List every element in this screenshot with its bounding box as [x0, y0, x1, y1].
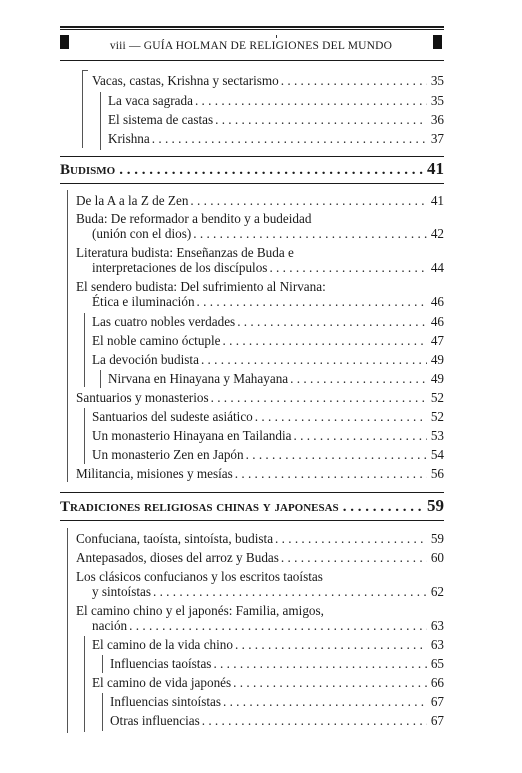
toc-entry-title-cont: interpretaciones de los discípulos: [92, 260, 268, 275]
toc-entry: [92, 408, 444, 426]
toc-entry: [110, 712, 444, 730]
toc-entry-title: De la A a la Z de Zen: [76, 193, 189, 208]
toc-entry-title: Los clásicos confucianos y los escritos taoístas: [76, 569, 323, 584]
section-rule: [60, 492, 444, 493]
dot-leader: [235, 636, 427, 654]
toc-entry-page: 53: [430, 428, 444, 443]
header-top-rule-thin: [60, 29, 444, 30]
dot-leader: [211, 389, 427, 407]
dot-leader: [233, 674, 427, 692]
toc-entry-title: Influencias taoístas: [110, 656, 212, 671]
toc-entry-title-cont: nación: [92, 618, 128, 633]
toc-entry-page: 44: [430, 260, 444, 275]
toc-entry-page: 46: [430, 314, 444, 329]
toc-entry: [110, 655, 444, 673]
dot-leader: [197, 293, 427, 311]
toc-entry-title: El noble camino óctuple: [92, 333, 221, 348]
toc-entry-page: 62: [430, 584, 444, 599]
toc-entry-title: El camino chino y el japonés: Familia, amigos,: [76, 603, 324, 618]
toc-entry-page: 54: [430, 447, 444, 462]
bracket-line: [102, 655, 103, 673]
dot-leader: [343, 496, 423, 518]
toc-entry: [76, 389, 444, 407]
toc-entry-page: 63: [430, 618, 444, 633]
dot-leader: [153, 583, 427, 601]
toc-entry: [76, 465, 444, 483]
toc-entry-title: El camino de la vida chino: [92, 637, 233, 652]
toc-entry: [108, 111, 444, 129]
toc-entry: [92, 225, 444, 243]
toc-entry-page: 56: [430, 466, 444, 481]
dot-leader: [237, 313, 427, 331]
toc-entry: [92, 427, 444, 445]
toc-entry-title: Influencias sintoístas: [110, 694, 221, 709]
toc-entry: [92, 583, 444, 601]
toc-entry-title: Literatura budista: Enseñanzas de Buda e: [76, 245, 294, 260]
dot-leader: [195, 92, 427, 110]
dot-leader: [281, 72, 427, 90]
crop-mark-right: [433, 35, 442, 49]
section-heading-budismo: [60, 158, 444, 180]
section-title: Budismo: [60, 162, 116, 178]
dot-leader: [294, 427, 427, 445]
dot-leader: [275, 530, 427, 548]
crop-mark-left: [60, 35, 69, 49]
dot-leader: [213, 655, 427, 673]
toc-entry-title: Antepasados, dioses del arroz y Budas: [76, 550, 279, 565]
bracket-line: [67, 190, 68, 482]
toc-entry-page: 37: [430, 131, 444, 146]
dot-leader: [152, 130, 427, 148]
toc-entry: [108, 130, 444, 148]
toc-entry-page: 47: [430, 333, 444, 348]
toc-entry-title: Un monasterio Hinayana en Tailandia: [92, 428, 292, 443]
dot-leader: [269, 259, 427, 277]
section-rule: [60, 156, 444, 157]
toc-entry-page: 63: [430, 637, 444, 652]
toc-entry-page: 52: [430, 390, 444, 405]
toc-entry-page: 49: [430, 352, 444, 367]
toc-entry-title: La vaca sagrada: [108, 93, 193, 108]
toc-entry: [108, 370, 444, 388]
toc-entry: [92, 351, 444, 369]
toc-entry-page: 66: [430, 675, 444, 690]
toc-entry: [92, 332, 444, 350]
bracket-line: [84, 313, 85, 387]
toc-entry: [92, 674, 444, 692]
dot-leader: [223, 332, 427, 350]
bracket-tick: [82, 70, 88, 71]
toc-entry-page: 42: [430, 226, 444, 241]
running-header: viii — GUÍA HOLMAN DE RELIGIONES DEL MUNDO: [109, 40, 393, 52]
toc-entry-title: Confuciana, taoísta, sintoísta, budista: [76, 531, 274, 546]
toc-entry-page: 35: [430, 73, 444, 88]
toc-entry: [92, 72, 444, 90]
bracket-line: [100, 92, 101, 150]
toc-entry-page: 46: [430, 294, 444, 309]
toc-entry-page: 35: [430, 93, 444, 108]
toc-entry-title: La devoción budista: [92, 352, 199, 367]
dot-leader: [215, 111, 427, 129]
toc-entry-page: 67: [430, 694, 444, 709]
section-page: 41: [427, 159, 444, 178]
toc-entry-title: El sistema de castas: [108, 112, 214, 127]
toc-entry-title: Santuarios y monasterios: [76, 390, 209, 405]
toc-entry: [108, 92, 444, 110]
toc-entry-page: 52: [430, 409, 444, 424]
toc-entry: [92, 446, 444, 464]
toc-entry-page: 49: [430, 371, 444, 386]
toc-entry-page: 65: [430, 656, 444, 671]
dot-leader: [290, 370, 427, 388]
dot-leader: [246, 446, 427, 464]
bracket-line: [100, 370, 101, 388]
section-heading-tradiciones: [60, 495, 444, 517]
toc-entry-page: 67: [430, 713, 444, 728]
toc-entry-title: Santuarios del sudeste asiático: [92, 409, 253, 424]
toc-entry-page: 60: [430, 550, 444, 565]
toc-entry: [76, 549, 444, 567]
toc-entry-page: 36: [430, 112, 444, 127]
header-top-rule: [60, 26, 444, 28]
toc-entry-title-cont: (unión con el dios): [92, 226, 192, 241]
dot-leader: [235, 465, 427, 483]
toc-entry: [92, 293, 444, 311]
toc-entry-title: Nirvana en Hinayana y Mahayana: [108, 371, 289, 386]
toc-entry-title: Krishna: [108, 131, 150, 146]
toc-entry-title: El sendero budista: Del sufrimiento al Nirvana:: [76, 279, 326, 294]
dot-leader: [201, 351, 427, 369]
bracket-line: [84, 636, 85, 732]
bracket-line: [84, 408, 85, 464]
toc-entry-title: El camino de vida japonés: [92, 675, 232, 690]
dot-leader: [129, 617, 427, 635]
toc-entry: [92, 617, 444, 635]
toc-entry: [76, 192, 444, 210]
section-rule: [60, 520, 444, 521]
dot-leader: [255, 408, 427, 426]
bracket-line: [102, 693, 103, 731]
toc-entry-title: Un monasterio Zen en Japón: [92, 447, 244, 462]
center-tick: [276, 35, 277, 38]
section-rule: [60, 183, 444, 184]
toc-entry: [92, 259, 444, 277]
toc-entry-page: 41: [430, 193, 444, 208]
dot-leader: [193, 225, 427, 243]
toc-entry-title: Las cuatro nobles verdades: [92, 314, 236, 329]
toc-entry-page: 59: [430, 531, 444, 546]
toc-entry-title: Vacas, castas, Krishna y sectarismo: [92, 73, 279, 88]
dot-leader: [223, 693, 427, 711]
toc-entry-title: Otras influencias: [110, 713, 200, 728]
bracket-line: [67, 528, 68, 733]
toc-entry-title: Militancia, misiones y mesías: [76, 466, 233, 481]
dot-leader: [119, 159, 423, 181]
toc-entry: [92, 636, 444, 654]
dot-leader: [281, 549, 427, 567]
dot-leader: [202, 712, 427, 730]
toc-entry: [76, 530, 444, 548]
toc-entry-title-cont: y sintoístas: [92, 584, 151, 599]
header-rule: [60, 60, 444, 61]
toc-entry-title: Buda: De reformador a bendito y a budeidad: [76, 211, 312, 226]
toc-entry-title-cont: Ética e iluminación: [92, 294, 195, 309]
dot-leader: [190, 192, 427, 210]
section-page: 59: [427, 496, 444, 515]
toc-entry: [92, 313, 444, 331]
section-title: Tradiciones religiosas chinas y japonesas: [60, 499, 339, 515]
bracket-line: [82, 70, 83, 148]
toc-entry: [110, 693, 444, 711]
